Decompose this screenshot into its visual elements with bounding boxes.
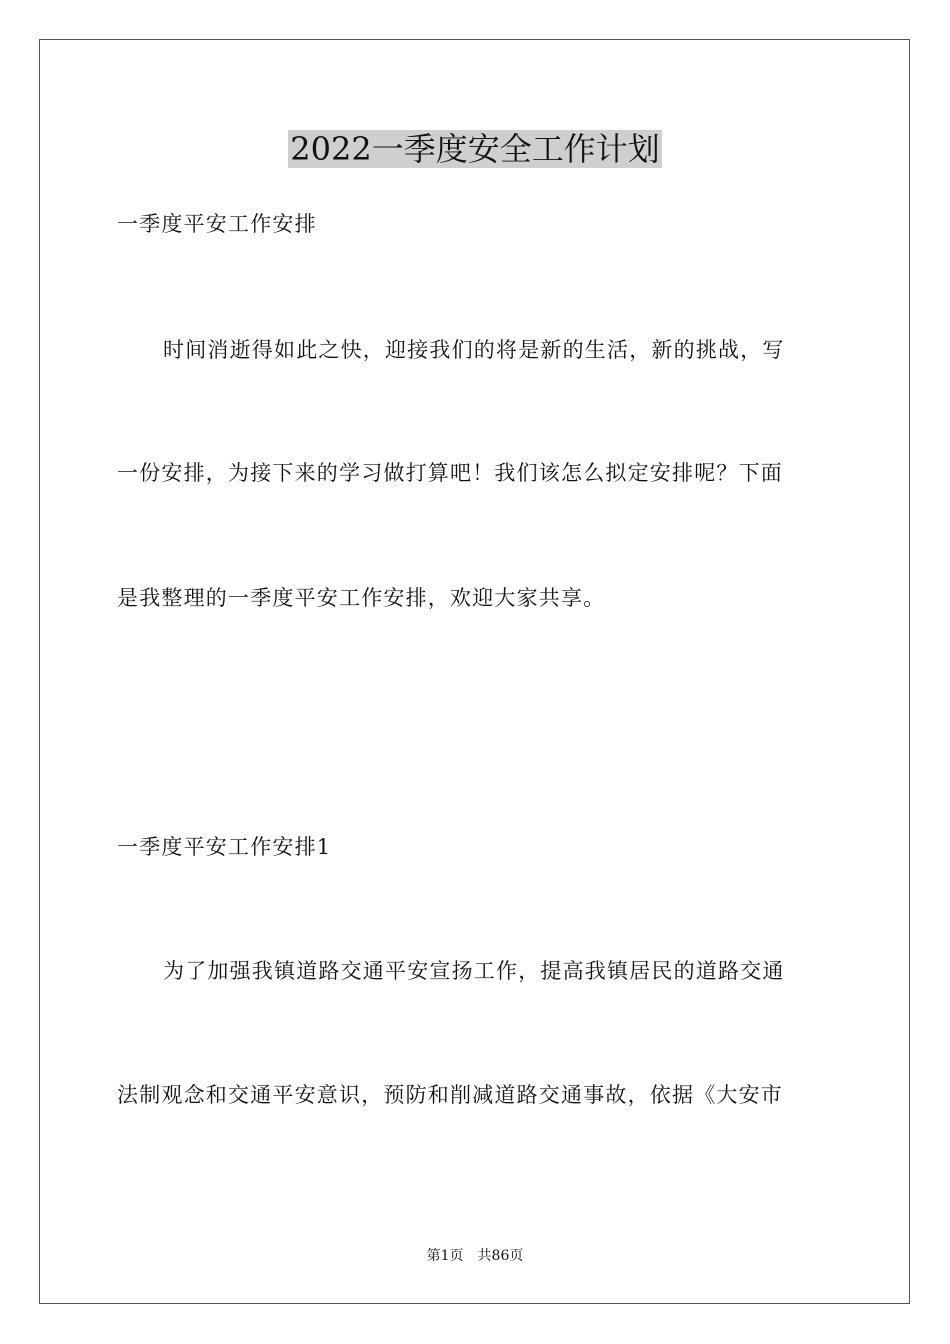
document-title-text: 2022一季度安全工作计划 [290, 130, 660, 168]
document-title [0, 128, 950, 170]
body-text-line: 时间消逝得如此之快，迎接我们的将是新的生活，新的挑战，写 [163, 338, 785, 362]
section-heading: 一季度平安工作安排1 [117, 835, 332, 859]
page-footer [0, 1247, 950, 1265]
section-heading: 一季度平安工作安排 [117, 212, 317, 236]
body-text-line: 一份安排，为接下来的学习做打算吧！我们该怎么拟定安排呢？下面 [117, 461, 783, 485]
body-text-line: 是我整理的一季度平安工作安排，欢迎大家共享。 [117, 586, 606, 610]
body-text-line: 为了加强我镇道路交通平安宣扬工作，提高我镇居民的道路交通 [163, 959, 785, 983]
page-number: 第1页 [426, 1248, 464, 1264]
total-pages: 共86页 [477, 1248, 524, 1264]
body-text-line: 法制观念和交通平安意识，预防和削减道路交通事故，依据《大安市 [117, 1083, 783, 1107]
